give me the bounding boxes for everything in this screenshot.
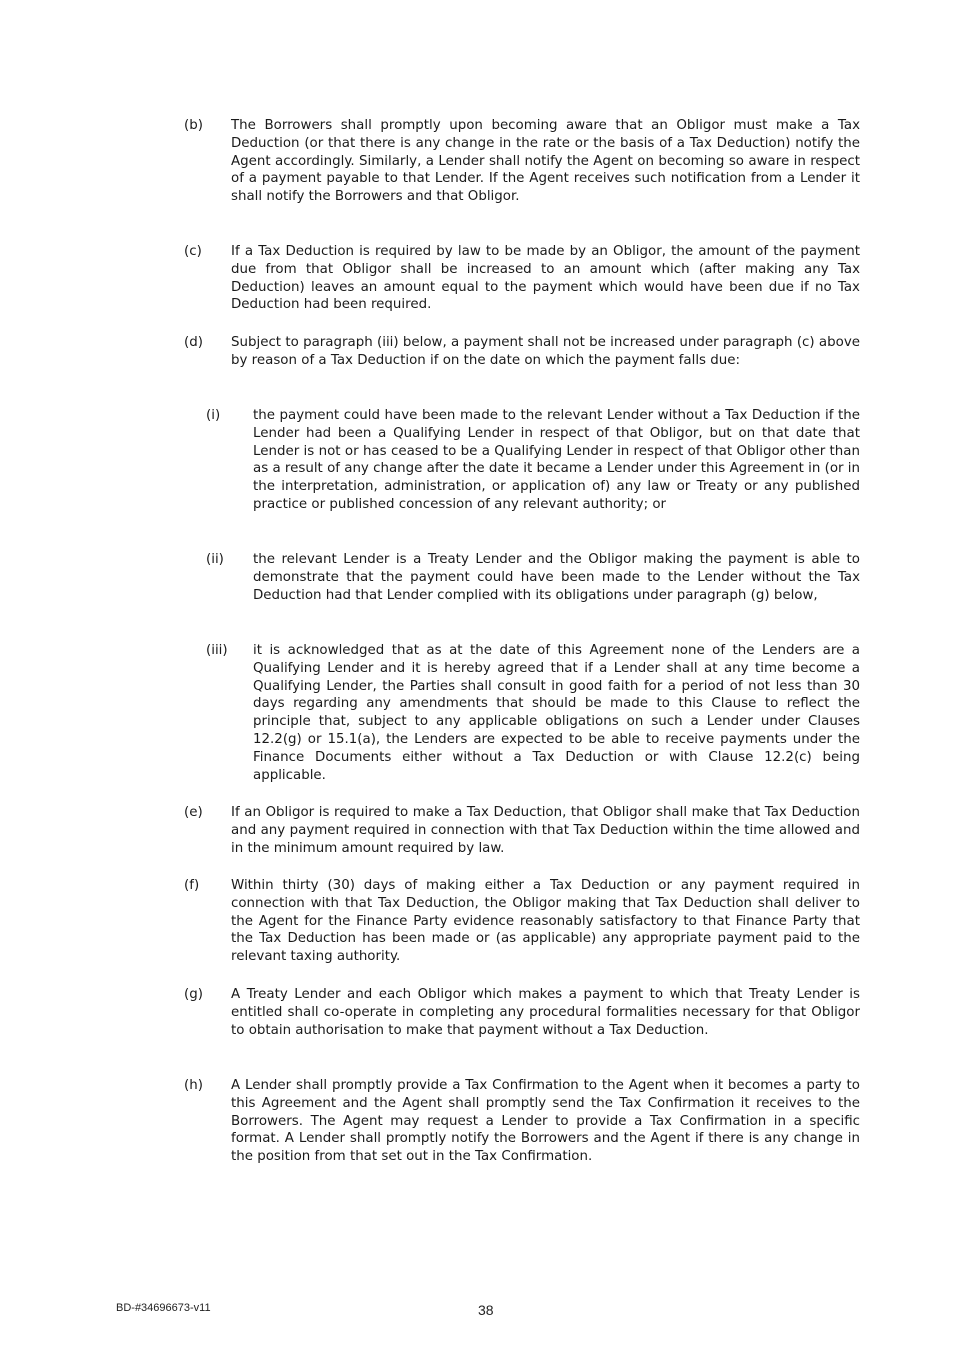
paragraph-label: (c) — [184, 244, 202, 259]
paragraph-e — [184, 804, 860, 857]
paragraph-text: The Borrowers shall promptly upon becoming aware that an Obligor must make a Tax Deduction (or that there is any change in the rate or the basis of a Tax Deduction) notify the Agent accordingly. Similarly, a Lender shall notify the Agent on becoming so aware in respect of a payment payable to that Lender. If the Agent receives such notification from a Lender it shall notify the Borrowers and that Obligor. — [231, 118, 860, 205]
subparagraph-ii — [206, 551, 860, 604]
paragraph-text: If a Tax Deduction is required by law to be made by an Obligor, the amount of the payment due from that Obligor shall be increased to an amount which (after making any Tax Deduction) leaves an amount equal to the payment which would have been due if no Tax Deduction had been required. — [231, 244, 860, 313]
paragraph-text: Subject to paragraph (iii) below, a payment shall not be increased under paragraph (c) above by reason of a Tax Deduction if on the date on which the payment falls due: — [231, 335, 860, 368]
paragraph-g — [184, 986, 860, 1039]
paragraph-label: (d) — [184, 335, 203, 350]
subparagraph-label: (ii) — [206, 552, 224, 567]
paragraph-d — [184, 334, 860, 370]
paragraph-label: (h) — [184, 1078, 203, 1093]
subparagraph-label: (i) — [206, 408, 221, 423]
paragraph-b — [184, 117, 860, 206]
paragraph-label: (g) — [184, 987, 203, 1002]
subparagraph-text: the relevant Lender is a Treaty Lender and the Obligor making the payment is able to demonstrate that the payment could have been made to the Lender without the Tax Deduction had that Lender complied with its obligations under paragraph (g) below, — [253, 552, 860, 603]
paragraph-text: A Treaty Lender and each Obligor which makes a payment to which that Treaty Lender is entitled shall co-operate in completing any procedural formalities necessary for that Obligor to obtain authorisation to make that payment without a Tax Deduction. — [231, 987, 860, 1038]
paragraph-text: A Lender shall promptly provide a Tax Confirmation to the Agent when it becomes a party to this Agreement and the Agent shall promptly send the Tax Confirmation it receives to the Borrowers. The Agent may request a Lender to provide a Tax Confirmation in a specific format. A Lender shall promptly notify the Borrowers and the Agent if there is any change in the position from that set out in the Tax Confirmation. — [231, 1078, 860, 1165]
paragraph-f — [184, 877, 860, 966]
subparagraph-i — [206, 407, 860, 514]
paragraph-label: (b) — [184, 118, 203, 133]
subparagraph-text: it is acknowledged that as at the date of this Agreement none of the Lenders are a Qualifying Lender and it is hereby agreed that if a Lender shall at any time become a Qualifying Lender, the Parties shall consult in good faith for a period of not less than 30 days regarding any amendments that should be made to this Clause to reflect the principle that, subject to any applicable obligations on such a Lender under Clauses 12.2(g) or 15.1(a), the Lenders are expected to be able to receive payments under the Finance Documents either without a Tax Deduction or with Clause 12.2(c) being applicable. — [253, 643, 860, 783]
subparagraph-iii — [206, 642, 860, 784]
document-reference: BD-#34696673-v11 — [116, 1302, 211, 1314]
paragraph-h — [184, 1077, 860, 1166]
paragraph-c — [184, 243, 860, 314]
paragraph-text: Within thirty (30) days of making either a Tax Deduction or any payment required in connection with that Tax Deduction, the Obligor making that Tax Deduction shall deliver to the Agent for the Finance Party evidence reasonably satisfactory to that Finance Party that the Tax Deduction has been made or (as applicable) any appropriate payment paid to the relevant taxing authority. — [231, 878, 860, 965]
subparagraph-label: (iii) — [206, 643, 228, 658]
paragraph-label: (f) — [184, 878, 200, 893]
subparagraph-text: the payment could have been made to the relevant Lender without a Tax Deduction if the Lender had been a Qualifying Lender in respect of that Obligor, but on that date that Lender is not or has ceased to be a Qualifying Lender in respect of that Obligor other than as a result of any change after the date it became a Lender under this Agreement in (or in the interpretation, administration, or application of) any law or Treaty or any published practice or published concession of any relevant authority; or — [253, 408, 860, 512]
paragraph-label: (e) — [184, 805, 203, 820]
page-number: 38 — [478, 1302, 494, 1318]
paragraph-text: If an Obligor is required to make a Tax Deduction, that Obligor shall make that Tax Deduction and any payment required in connection with that Tax Deduction within the time allowed and in the minimum amount required by law. — [231, 805, 860, 856]
